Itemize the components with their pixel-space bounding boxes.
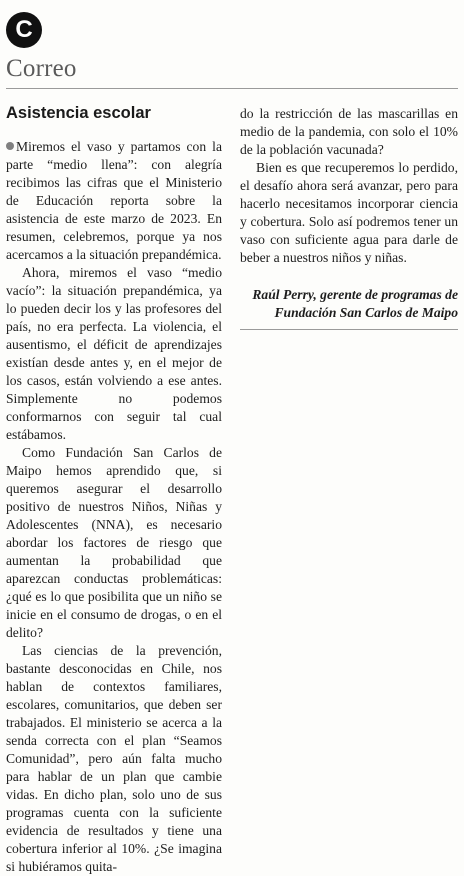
top-divider — [6, 88, 458, 89]
letter-paragraph-1 — [6, 138, 222, 264]
bullet-icon — [6, 142, 14, 150]
section-title: Correo — [6, 55, 77, 82]
signature-divider — [240, 329, 458, 330]
letter-paragraph-4: Las ciencias de la prevención, bastante desconocidas en Chile, nos hablan de contextos familiares, escolares, comunitarios, que deben ser trabajados. El ministerio se acerca a la senda correcta con el plan “Seamos Comunidad”, pero aún falta mucho para hablar de un plan que cambie vidas. En dicho plan, solo uno de sus programas cuenta con la suficiente evidencia de resultados y tiene una cobertura inferior al 10%. ¿Se imagina si hubiéramos quita- — [6, 643, 222, 874]
letter-paragraph-1-text: Miremos el vaso y partamos con la parte “medio llena”: con alegría recibimos las cifras que el Ministerio de Educación reporta sobre la asistencia de este marzo de 2023. En resumen, celebremos, porque ya nos acercamos a la situación prepandémica. — [6, 139, 222, 262]
letter-paragraph-6: Bien es que recuperemos lo perdido, el desafío ahora será avanzar, pero para hacerlo necesitamos incorporar ciencia y cobertura. Solo así podremos tener un vaso con suficiente agua para darle de beber a nuestros niños y niñas. — [240, 160, 458, 265]
section-badge: C — [6, 12, 42, 48]
letter-paragraph-3: Como Fundación San Carlos de Maipo hemos aprendido que, si queremos asegurar el desarrollo positivo de nuestros Niños, Niñas y Adolescentes (NNA), es necesario abordar los factores de riesgo que aumentan la probabilidad que aparezcan conductas problemáticas: ¿qué es lo que posibilita que un niño se inicie en el consumo de drogas, o en el delito? — [6, 445, 222, 640]
signature-line-1: Raúl Perry, gerente de programas de — [252, 287, 458, 302]
letter-paragraph-2: Ahora, miremos el vaso “medio vacío”: la situación prepandémica, ya lo pueden decir los y las profesores del país, no era perfecta. La violencia, el ausentismo, el déficit de aprendizajes existían desde antes y, en el mejor de los casos, están volviendo a ese antes. Simplemente no podemos conformarnos con seguir tal cual estábamos. — [6, 265, 222, 442]
signature-line-2: Fundación San Carlos de Maipo — [274, 305, 458, 320]
left-column — [6, 138, 222, 874]
letter-signature — [240, 286, 458, 322]
letter-headline: Asistencia escolar — [6, 104, 151, 122]
letter-paragraph-5: do la restricción de las mascarillas en medio de la pandemia, con solo el 10% de la población vacunada? — [240, 106, 458, 157]
right-column — [240, 105, 458, 267]
